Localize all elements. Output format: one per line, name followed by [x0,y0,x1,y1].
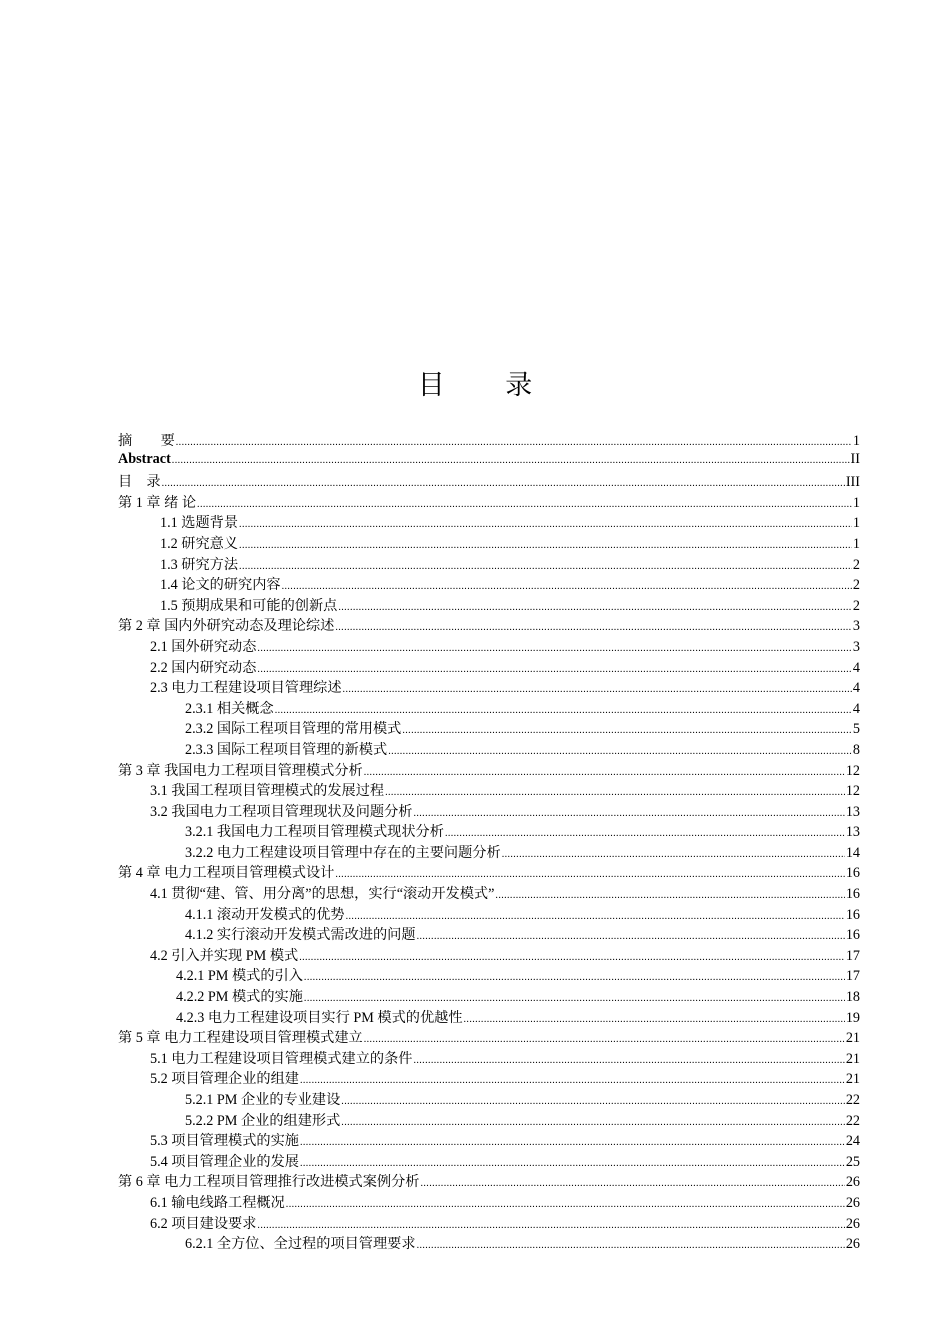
dot-leader [172,455,850,466]
dot-leader [304,972,845,983]
toc-entry-label: 目 录 [118,474,161,491]
toc-entry-label: 3.2.2 电力工程建设项目管理中存在的主要问题分析 [185,844,501,861]
toc-entry[interactable] [118,801,860,822]
toc-entry-page-number: 3 [852,638,860,655]
dot-leader [417,931,845,942]
toc-entry-label: 4.2.3 电力工程建设项目实行 PM 模式的优越性 [176,1009,463,1026]
toc-entry[interactable] [118,986,860,1007]
dot-leader [286,1199,845,1210]
toc-entry[interactable] [118,615,860,636]
toc-entry-label: 摘 要 [118,433,175,449]
dot-leader [417,1240,845,1251]
toc-entry[interactable] [118,1068,860,1089]
dot-leader [402,725,852,736]
dot-leader [282,581,852,592]
toc-entry-label: 3.2.1 我国电力工程项目管理模式现状分析 [185,824,444,841]
toc-entry-page-number: 4 [852,659,860,676]
toc-entry-page-number: 2 [852,577,860,594]
toc-entry-label: 1.2 研究意义 [160,535,239,552]
toc-entry-page-number: 8 [852,741,860,758]
toc-entry-page-number: 16 [845,886,860,903]
dot-leader [346,911,845,922]
toc-entry[interactable] [118,574,860,595]
toc-entry[interactable] [118,739,860,760]
toc-entry[interactable] [118,862,860,883]
toc-entry-label: 2.3.3 国际工程项目管理的新模式 [185,741,388,758]
dot-leader [304,993,845,1004]
toc-entry-label: 4.1.1 滚动开发模式的优势 [185,906,345,923]
toc-entry-page-number: 17 [845,947,860,964]
toc-entry[interactable] [118,1233,860,1254]
toc-entry-page-number: 16 [845,906,860,923]
toc-entry-label: 第 1 章 绪 论 [118,494,197,511]
toc-entry[interactable] [118,1048,860,1069]
toc-entry-label: 第 4 章 电力工程项目管理模式设计 [118,865,335,882]
toc-entry-label: 3.1 我国工程项目管理模式的发展过程 [150,783,385,800]
toc-entry[interactable] [118,698,860,719]
toc-entry-page-number: 19 [845,1009,860,1026]
toc-entry[interactable] [118,430,860,451]
toc-entry-page-number: 13 [845,803,860,820]
toc-entry[interactable] [118,1007,860,1028]
toc-entry[interactable] [118,965,860,986]
toc-entry-label: 2.2 国内研究动态 [150,659,257,676]
toc-entry-page-number: 21 [845,1071,860,1088]
toc-entry-page-number: 25 [845,1153,860,1170]
toc-entry-page-number: 16 [845,927,860,944]
toc-entry[interactable] [118,471,860,492]
toc-entry[interactable] [118,1130,860,1151]
toc-entry[interactable] [118,1110,860,1131]
dot-leader [413,808,844,819]
toc-entry[interactable] [118,1027,860,1048]
toc-entry-label: 第 6 章 电力工程项目管理推行改进模式案例分析 [118,1174,420,1191]
toc-entry-page-number: 17 [845,968,860,985]
dot-leader [257,1220,844,1231]
toc-entry[interactable] [118,1089,860,1110]
toc-entry-label: 2.3.2 国际工程项目管理的常用模式 [185,721,402,738]
dot-leader [239,561,852,572]
toc-entry[interactable] [118,821,860,842]
toc-entry-page-number: 16 [845,865,860,882]
toc-entry[interactable] [118,512,860,533]
toc-entry-label: 5.2.2 PM 企业的组建形式 [185,1112,341,1129]
toc-entry-label: 4.2.2 PM 模式的实施 [176,989,303,1006]
toc-entry-label: 6.2.1 全方位、全过程的项目管理要求 [185,1236,416,1253]
toc-entry-page-number: 2 [852,556,860,573]
toc-entry-label: 第 5 章 电力工程建设项目管理模式建立 [118,1030,363,1047]
dot-leader [197,499,852,510]
toc-entry[interactable] [118,533,860,554]
toc-entry[interactable] [118,657,860,678]
toc-entry-page-number: 1 [852,433,860,449]
toc-entry-page-number: 12 [845,762,860,779]
dot-leader [502,849,845,860]
dot-leader [385,787,845,798]
dot-leader [300,1158,845,1169]
toc-entry-label: 2.3 电力工程建设项目管理综述 [150,680,342,697]
dot-leader [239,519,852,530]
toc-entry[interactable] [118,595,860,616]
toc-entry-label: 5.2 项目管理企业的组建 [150,1071,299,1088]
toc-entry-page-number: 3 [852,618,860,635]
dot-leader [421,1178,845,1189]
toc-entry-label: 6.1 输电线路工程概况 [150,1194,285,1211]
toc-entry-page-number: 22 [845,1112,860,1129]
toc-entry-label: Abstract [118,450,171,467]
toc-entry-page-number: 24 [845,1133,860,1150]
toc-entry[interactable] [118,945,860,966]
toc-entry-label: 2.3.1 相关概念 [185,700,274,717]
toc-entry-page-number: 21 [845,1030,860,1047]
toc-entry-page-number: 21 [845,1050,860,1067]
dot-leader [413,1055,844,1066]
dot-leader [300,1075,845,1086]
toc-entry-page-number: 26 [845,1215,860,1232]
toc-entry-page-number: III [845,474,860,491]
toc-entry-page-number: 1 [852,515,860,532]
toc-entry[interactable] [118,1192,860,1213]
dot-leader [343,684,852,695]
toc-entry[interactable] [118,924,860,945]
toc-entry-label: 5.1 电力工程建设项目管理模式建立的条件 [150,1050,413,1067]
toc-entry[interactable] [118,1213,860,1234]
toc-entry-label: 5.4 项目管理企业的发展 [150,1153,299,1170]
dot-leader [299,952,845,963]
toc-entry-label: 1.1 选题背景 [160,515,239,532]
dot-leader [364,1034,845,1045]
toc-entry-label: 4.1.2 实行滚动开发模式需改进的问题 [185,927,416,944]
toc-entry-label: 5.2.1 PM 企业的专业建设 [185,1092,341,1108]
dot-leader [364,767,845,778]
dot-leader [257,664,851,675]
toc-entry-page-number: 26 [845,1236,860,1253]
dot-leader [300,1137,845,1148]
toc-entry[interactable] [118,780,860,801]
dot-leader [275,705,852,716]
toc-entry-label: 2.1 国外研究动态 [150,638,257,655]
toc-entry[interactable] [118,677,860,698]
toc-entry-label: 第 3 章 我国电力工程项目管理模式分析 [118,762,363,779]
toc-entry-page-number: 26 [845,1174,860,1191]
toc-entry-page-number: II [850,450,860,467]
toc-entry[interactable] [118,451,860,472]
toc-entry-label: 4.1 贯彻“建、管、用分离”的思想，实行“滚动开发模式” [150,886,495,903]
dot-leader [335,622,852,633]
toc-entry-label: 1.4 论文的研究内容 [160,577,281,594]
toc-entry-page-number: 4 [852,680,860,697]
dot-leader [388,746,852,757]
toc-entry-label: 4.2 引入并实现 PM 模式 [150,947,299,964]
toc-entry[interactable] [118,1151,860,1172]
toc-entry[interactable] [118,636,860,657]
toc-entry-label: 4.2.1 PM 模式的引入 [176,968,303,985]
toc-entry[interactable] [118,760,860,781]
toc-entry-label: 第 2 章 国内外研究动态及理论综述 [118,618,335,635]
dot-leader [239,540,852,551]
dot-leader [162,478,845,489]
toc-entry-page-number: 5 [852,721,860,738]
table-of-contents [118,430,860,1254]
toc-entry-page-number: 14 [845,844,860,861]
dot-leader [445,828,845,839]
dot-leader [335,869,844,880]
toc-entry-page-number: 2 [852,597,860,614]
dot-leader [176,437,852,448]
toc-entry-label: 1.3 研究方法 [160,556,239,573]
toc-entry-page-number: 1 [852,494,860,511]
toc-entry-label: 5.3 项目管理模式的实施 [150,1133,299,1150]
toc-entry-page-number: 26 [845,1194,860,1211]
toc-entry-page-number: 4 [852,700,860,717]
dot-leader [495,890,844,901]
toc-entry-page-number: 13 [845,824,860,841]
toc-entry[interactable] [118,904,860,925]
toc-entry-page-number: 12 [845,783,860,800]
dot-leader [257,643,851,654]
toc-entry[interactable] [118,718,860,739]
dot-leader [338,602,852,613]
toc-entry[interactable] [118,1171,860,1192]
dot-leader [464,1014,845,1025]
toc-entry[interactable] [118,883,860,904]
toc-entry[interactable] [118,842,860,863]
toc-title: 目 录 [417,370,559,401]
toc-entry-label: 1.5 预期成果和可能的创新点 [160,597,338,614]
toc-entry-page-number: 22 [845,1092,860,1108]
toc-entry-page-number: 18 [845,989,860,1006]
dot-leader [341,1096,845,1107]
dot-leader [341,1117,845,1128]
toc-entry-label: 6.2 项目建设要求 [150,1215,257,1232]
toc-entry-page-number: 1 [852,535,860,552]
toc-entry-label: 3.2 我国电力工程项目管理现状及问题分析 [150,803,413,820]
toc-entry[interactable] [118,492,860,513]
toc-entry[interactable] [118,554,860,575]
